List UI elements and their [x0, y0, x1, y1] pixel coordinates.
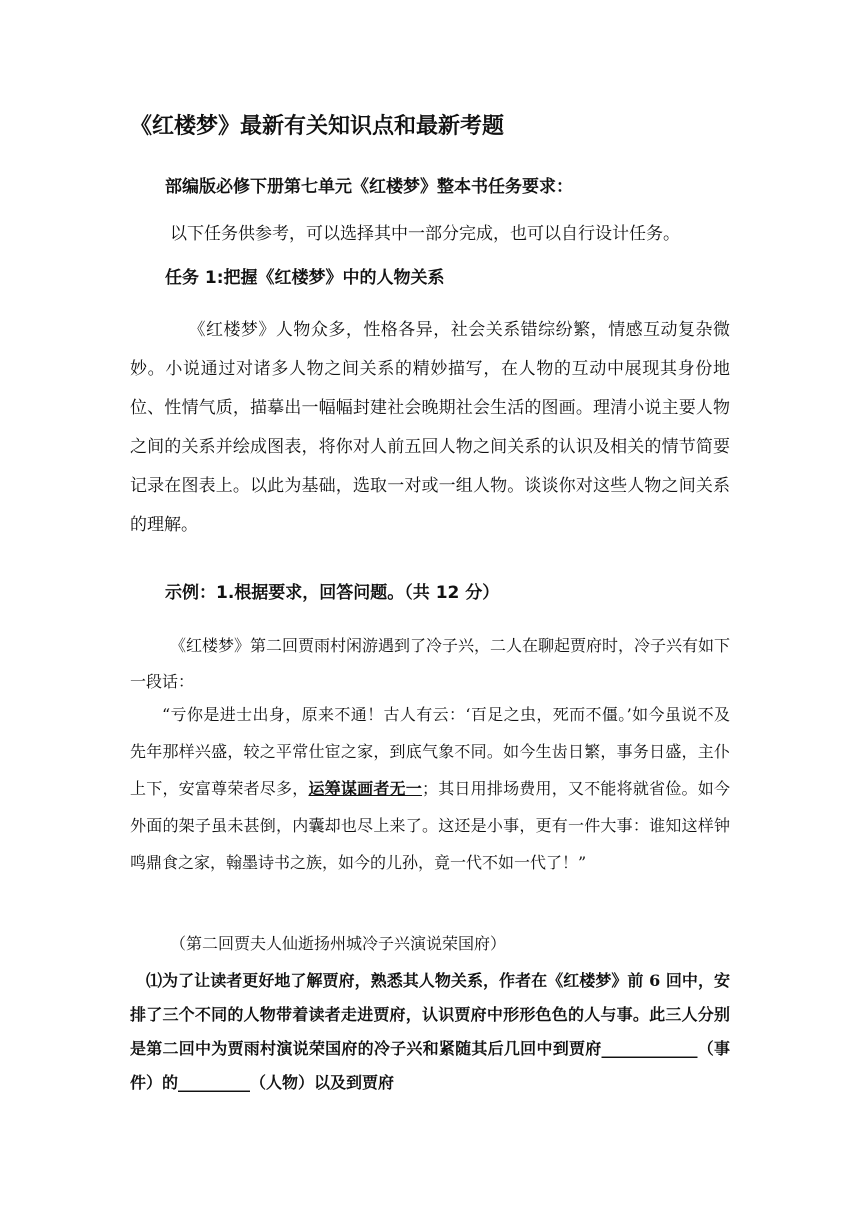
document-title: 《红楼梦》最新有关知识点和最新考题 [130, 114, 505, 139]
task1-heading: 任务 1:把握《红楼梦》中的人物关系 [165, 268, 445, 288]
intro-text: 以下任务供参考，可以选择其中一部分完成，也可以自行设计任务。 [170, 224, 680, 244]
quote-passage [130, 696, 730, 881]
task1-body-text: 《红楼梦》人物众多，性格各异，社会关系错综纷繁，情感互动复杂微妙。小说通过对诸多人物之间关系的精妙描写，在人物的互动中展现其身份地位、性情气质，描摹出一幅幅封建社会晚期社会生活的图画。理清小说主要人物之间的关系并绘成图表，将你对人前五回人物之间关系的认识及相关的情节简要记录在图表上。以此为基础，选取一对或一组人物。谈谈你对这些人物之间关系的理解。 [130, 320, 730, 535]
question-1: ⑴为了让读者更好地了解贾府，熟悉其人物关系，作者在《红楼梦》前 6 回中，安排了三个不同的人物带着读者走进贾府，认识贾府中形形色色的人与事。此三人分别是第二回中为贾雨村演说荣国府的冷子兴和紧随其后几回中到贾府____________（事件）的_________（人物）以及到贾府 [130, 971, 730, 1092]
underlined-phrase: 运筹谋画者无一 [308, 779, 422, 798]
source-note: （第二回贾夫人仙逝扬州城冷子兴演说荣国府） [170, 934, 507, 953]
example-heading: 示例：1.根据要求，回答问题。（共 12 分） [165, 583, 500, 603]
task1-body [130, 311, 730, 545]
quote-text-2: ；其日用排场费用，又不能将就省俭。如今外面的架子虽未甚倒，内囊却也尽上来了。这还是小事，更有一件大事：谁知这样钟鸣鼎食之家，翰墨诗书之族，如今的儿孙，竟一代不如一代了！” [130, 779, 730, 872]
passage-intro: 《红楼梦》第二回贾雨村闲游遇到了冷子兴，二人在聊起贾府时，冷子兴有如下一段话： [130, 636, 731, 691]
section-heading: 部编版必修下册第七单元《红楼梦》整本书任务要求： [165, 177, 573, 197]
quote-text-1: “亏你是进士出身，原来不通！古人有云：‘百足之虫，死而不僵。’如今虽说不及先年那样兴盛，较之平常仕宦之家，到底气象不同。如今生齿日繁，事务日盛，主仆上下，安富尊荣者尽多， [130, 705, 730, 798]
